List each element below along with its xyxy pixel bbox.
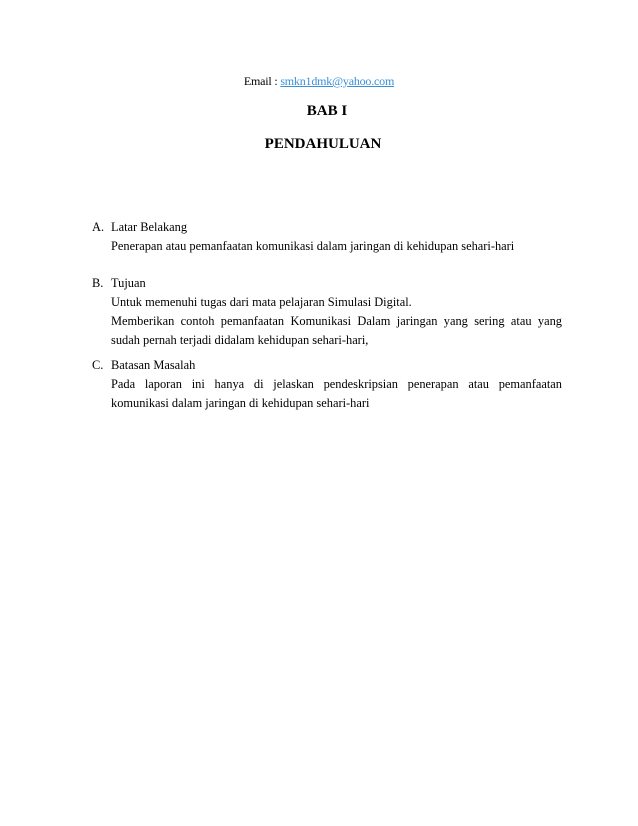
section-body <box>111 237 562 256</box>
email-link[interactable]: smkn1dmk@yahoo.com <box>280 74 395 88</box>
section-letter: A. <box>92 220 105 234</box>
email-label: Email : <box>243 74 281 88</box>
email-line <box>0 74 638 89</box>
section-heading <box>92 218 562 237</box>
section-letter: B. <box>92 276 104 290</box>
section-latar-belakang <box>92 218 562 256</box>
paragraph-line: Memberikan contoh pemanfaatan Komunikasi Dalam jaringan yang sering atau yang <box>111 314 562 328</box>
chapter-number: BAB I <box>306 103 348 119</box>
section-tujuan <box>92 274 562 350</box>
section-body <box>111 375 562 413</box>
section-body <box>111 293 562 350</box>
section-heading <box>92 274 562 293</box>
section-heading <box>92 356 562 375</box>
paragraph-line: Pada laporan ini hanya di jelaskan pendeskripsian penerapan atau pemanfaatan <box>111 377 562 391</box>
paragraph-line: Untuk memenuhi tugas dari mata pelajaran Simulasi Digital. <box>111 295 412 309</box>
section-title: Latar Belakang <box>111 220 188 234</box>
section-title: Batasan Masalah <box>111 358 196 372</box>
paragraph-line: komunikasi dalam jaringan di kehidupan sehari-hari <box>111 396 370 410</box>
section-letter: C. <box>92 358 104 372</box>
paragraph-line: Penerapan atau pemanfaatan komunikasi dalam jaringan di kehidupan sehari-hari <box>111 239 515 253</box>
paragraph-line: sudah pernah terjadi didalam kehidupan sehari-hari, <box>111 333 369 347</box>
chapter-title: PENDAHULUAN <box>264 136 382 152</box>
section-title: Tujuan <box>111 276 146 290</box>
section-batasan-masalah <box>92 356 562 413</box>
